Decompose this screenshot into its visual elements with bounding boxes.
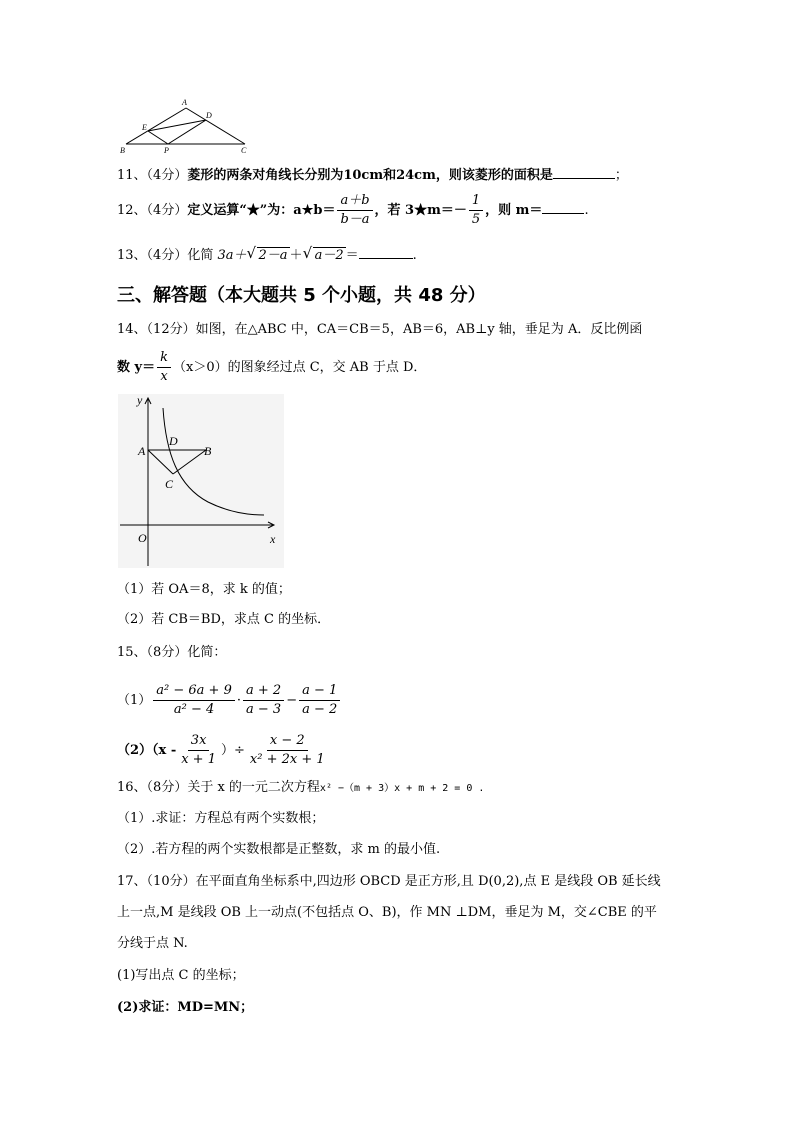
q15-p2-label: （2）（x - [117,743,177,758]
q12-den2: 5 [471,212,481,227]
question-17-line-1: 17、（10分）在平面直角坐标系中,四边形 OBCD 是正方形,且 D(0,2),点 E 是线段 OB 延长线 [117,874,661,889]
q13-answer-blank [359,244,413,259]
fig1-label-P: P [164,146,169,155]
q15-p1-fraction-3 [299,682,340,719]
q12-num: a＋b [337,192,372,211]
q15-p2-n2: x − 2 [267,732,308,751]
q11-answer-blank [553,164,615,179]
q13-plus: ＋ [289,248,303,263]
q12-num2: 1 [469,192,483,211]
q12-text1: 定义运算“★”为：a★b＝ [187,203,336,218]
q13-rad1: 2－a [258,248,288,263]
question-17-part-2: (2)求证：MD=MN； [117,1000,254,1015]
q14-den: x [160,369,168,384]
q15-p1-d3: a − 2 [302,702,338,717]
q12-den: b－a [340,212,370,227]
q15-p1-n2: a + 2 [243,682,284,701]
fig2-label-B: B [204,444,212,458]
fig2-label-C: C [165,477,174,491]
q11-prefix: 11、（4分） [117,168,188,183]
fig1-label-D: D [206,111,212,120]
question-15-line-1: 15、（8分）化简： [117,645,227,660]
q14-text-a: 数 y＝ [117,360,156,375]
question-17-part-1: (1)写出点 C 的坐标； [117,968,245,983]
question-13 [117,244,417,266]
q12-prefix: 12、（4分） [117,203,188,218]
q12-suffix: . [584,203,589,218]
q13-sqrt-1: √ 2－a [246,244,288,263]
q12-fraction-2 [469,192,483,229]
question-11 [117,164,628,186]
q15-p1-fraction-2 [243,682,284,719]
q12-fraction-1 [337,192,372,229]
q15-p2-mid: ）÷ [220,743,245,758]
q15-p1-minus: − [286,693,298,708]
fig2-label-A: A [138,444,146,458]
section-3-title: 三、解答题（本大题共 5 个小题，共 48 分） [117,285,486,306]
question-17-line-2: 上一点,M 是线段 OB 上一动点(不包括点 O、B)，作 MN ⊥DM，垂足为 M，交∠CBE 的平 [117,905,657,920]
fig2-label-y: y [137,394,143,407]
q15-p2-d1: x + 1 [181,752,216,767]
q15-p2-fraction-1 [178,732,219,769]
fig1-label-A: A [182,98,187,107]
q13-suffix: . [412,248,417,263]
q11-text: 菱形的两条对角线长分别为10cm和24cm，则该菱形的面积是 [187,168,553,183]
question-16-part-2: （2）.若方程的两个实数根都是正整数，求 m 的最小值. [117,842,441,857]
fig1-label-E: E [142,123,147,132]
q15-p1-fraction-1 [153,682,235,719]
fig1-label-C: C [241,146,247,155]
q11-suffix: ； [614,168,628,183]
q14-num: k [157,349,171,368]
q15-p2-d2: x² + 2x + 1 [249,752,325,767]
q15-p2-n1: 3x [188,732,210,751]
question-12 [117,192,589,230]
q13-sqrt-2: √ a－2 [302,244,344,263]
q14-text-b: （x＞0）的图象经过点 C，交 AB 于点 D． [172,360,427,375]
q13-expr-a: 3a＋ [217,248,247,263]
q13-rad2: a－2 [314,248,344,263]
q12-text3: ，则 m＝ [485,203,543,218]
q15-p1-label: （1） [117,693,152,708]
q15-p1-d1: a² − 4 [173,702,215,717]
q15-p1-n3: a − 1 [299,682,340,701]
question-17-line-3: 分线于点 N. [117,936,188,951]
q15-p1-d2: a − 3 [246,702,282,717]
coordinate-graph-figure [118,394,284,568]
fig2-label-x: x [270,532,276,546]
q12-answer-blank [542,199,584,214]
fig2-label-D: D [169,434,178,448]
triangle-figure [118,96,253,158]
q13-prefix: 13、（4分） [117,248,188,263]
q15-p2-fraction-2 [247,732,328,769]
q15-p1-n1: a² − 6a + 9 [153,682,235,701]
question-14-part-2: （2）若 CB＝BD，求点 C 的坐标． [117,612,331,627]
q14-fraction [157,349,171,386]
question-14-line-1: 14、（12分）如图，在△ABC 中，CA＝CB＝5，AB＝6，AB⊥y 轴，垂足为 A．反比例函 [117,322,643,337]
question-14-part-1: （1）若 OA＝8，求 k 的值； [117,582,291,597]
q13-eq: ＝ [345,248,359,263]
question-16-part-1: （1）.求证：方程总有两个实数根； [117,811,325,826]
q12-text2: ，若 3★m＝－ [374,203,467,218]
q13-text: 化简 [187,248,214,263]
fig1-label-B: B [120,146,125,155]
q16-equation: x² −（m + 3）x + m + 2 = 0 . [319,783,485,794]
question-15-part-1: （1） $\frac{\text{a² − 6a + 9}}{\text{a² − 4}}$ · $\frac{a + 2}{a - 3}$ − $\frac{a - 1}{a - 2}$ [117,681,342,721]
question-15-part-2 [117,731,330,771]
question-14-line-2 [117,349,426,387]
q16-text: 16、（8分）关于 x 的一元二次方程 [117,780,320,795]
fig2-label-O: O [138,531,147,545]
question-16-line-1 [117,778,484,799]
